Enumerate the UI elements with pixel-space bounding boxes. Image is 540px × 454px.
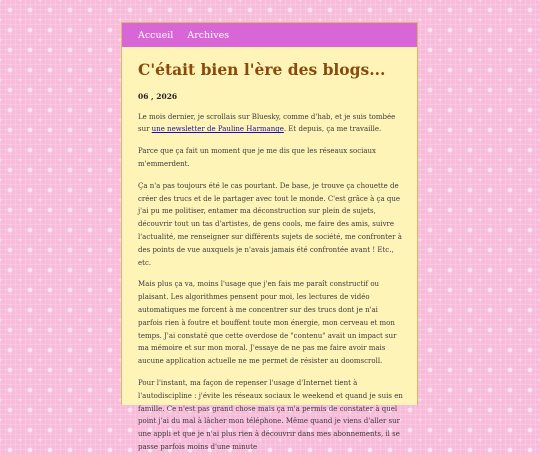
post-title: C'était bien l'ère des blogs...: [138, 60, 386, 79]
newsletter-link[interactable]: une newsletter de Pauline Harmange: [151, 125, 284, 134]
post-content: [122, 47, 417, 454]
paragraph-text: . Et depuis, ça me travaille.: [283, 125, 382, 134]
nav-link-home[interactable]: Accueil: [138, 29, 174, 41]
post-paragraph-2: Parce que ça fait un moment que je me dis que les réseaux sociaux m'emmerdent.: [138, 147, 377, 168]
post-paragraph-3: Ça n'a pas toujours été le cas pourtant. De base, je trouve ça chouette de créer des trucs et de le partager avec tout le monde. C'est grâce à ça que j'ai pu me politiser, entamer ma déconstruction sur plein de sujets, découvrir tout un tas d'artistes, de gens cools, me faire des amis, suivre l'actualité, me renseigner sur différents sujets de société, me confronter à des points de vue auxquels je n'avais jamais été confrontée avant ! Etc., etc.: [138, 181, 402, 267]
nav-link-archives[interactable]: Archives: [187, 29, 230, 41]
blog-page: [121, 22, 418, 451]
post-date: 06 , 2026: [138, 91, 178, 101]
paragraph-text: Le mois dernier, je scrollais sur Bluesky, comme d'hab, et je suis tombée sur: [138, 112, 396, 134]
post-paragraph-4: Mais plus ça va, moins l'usage que j'en fais me paraît constructif ou plaisant. Les algorithmes pensent pour moi, les lectures de vidéo automatiques me forcent à me concentrer sur des trucs dont je n'ai parfois rien à foutre et bouffent toute mon énergie, mon cerveau et mon temps. J'ai constaté que cette overdose de "contenu" avait un impact sur ma mémoire et sur mon moral. J'essaye de ne pas me faire avoir mais aucune application actuelle ne me permet de résister au doomscroll.: [138, 280, 397, 366]
post-paragraph-1: [138, 111, 403, 137]
top-nav: [122, 23, 417, 47]
post-paragraph-5: Pour l'instant, ma façon de repenser l'usage d'Internet tient à l'autodiscipline : j'évite les réseaux sociaux le weekend et quand je suis en famille. Ce n'est pas grand chose mais ça m'a permis de constater à quel point j'ai du mal à lâcher mon téléphone. Même quand je viens d'aller sur une appli et que je n'ai plus rien à découvrir dans mes abonnements, il se passe parfois moins d'une minute: [138, 378, 403, 451]
